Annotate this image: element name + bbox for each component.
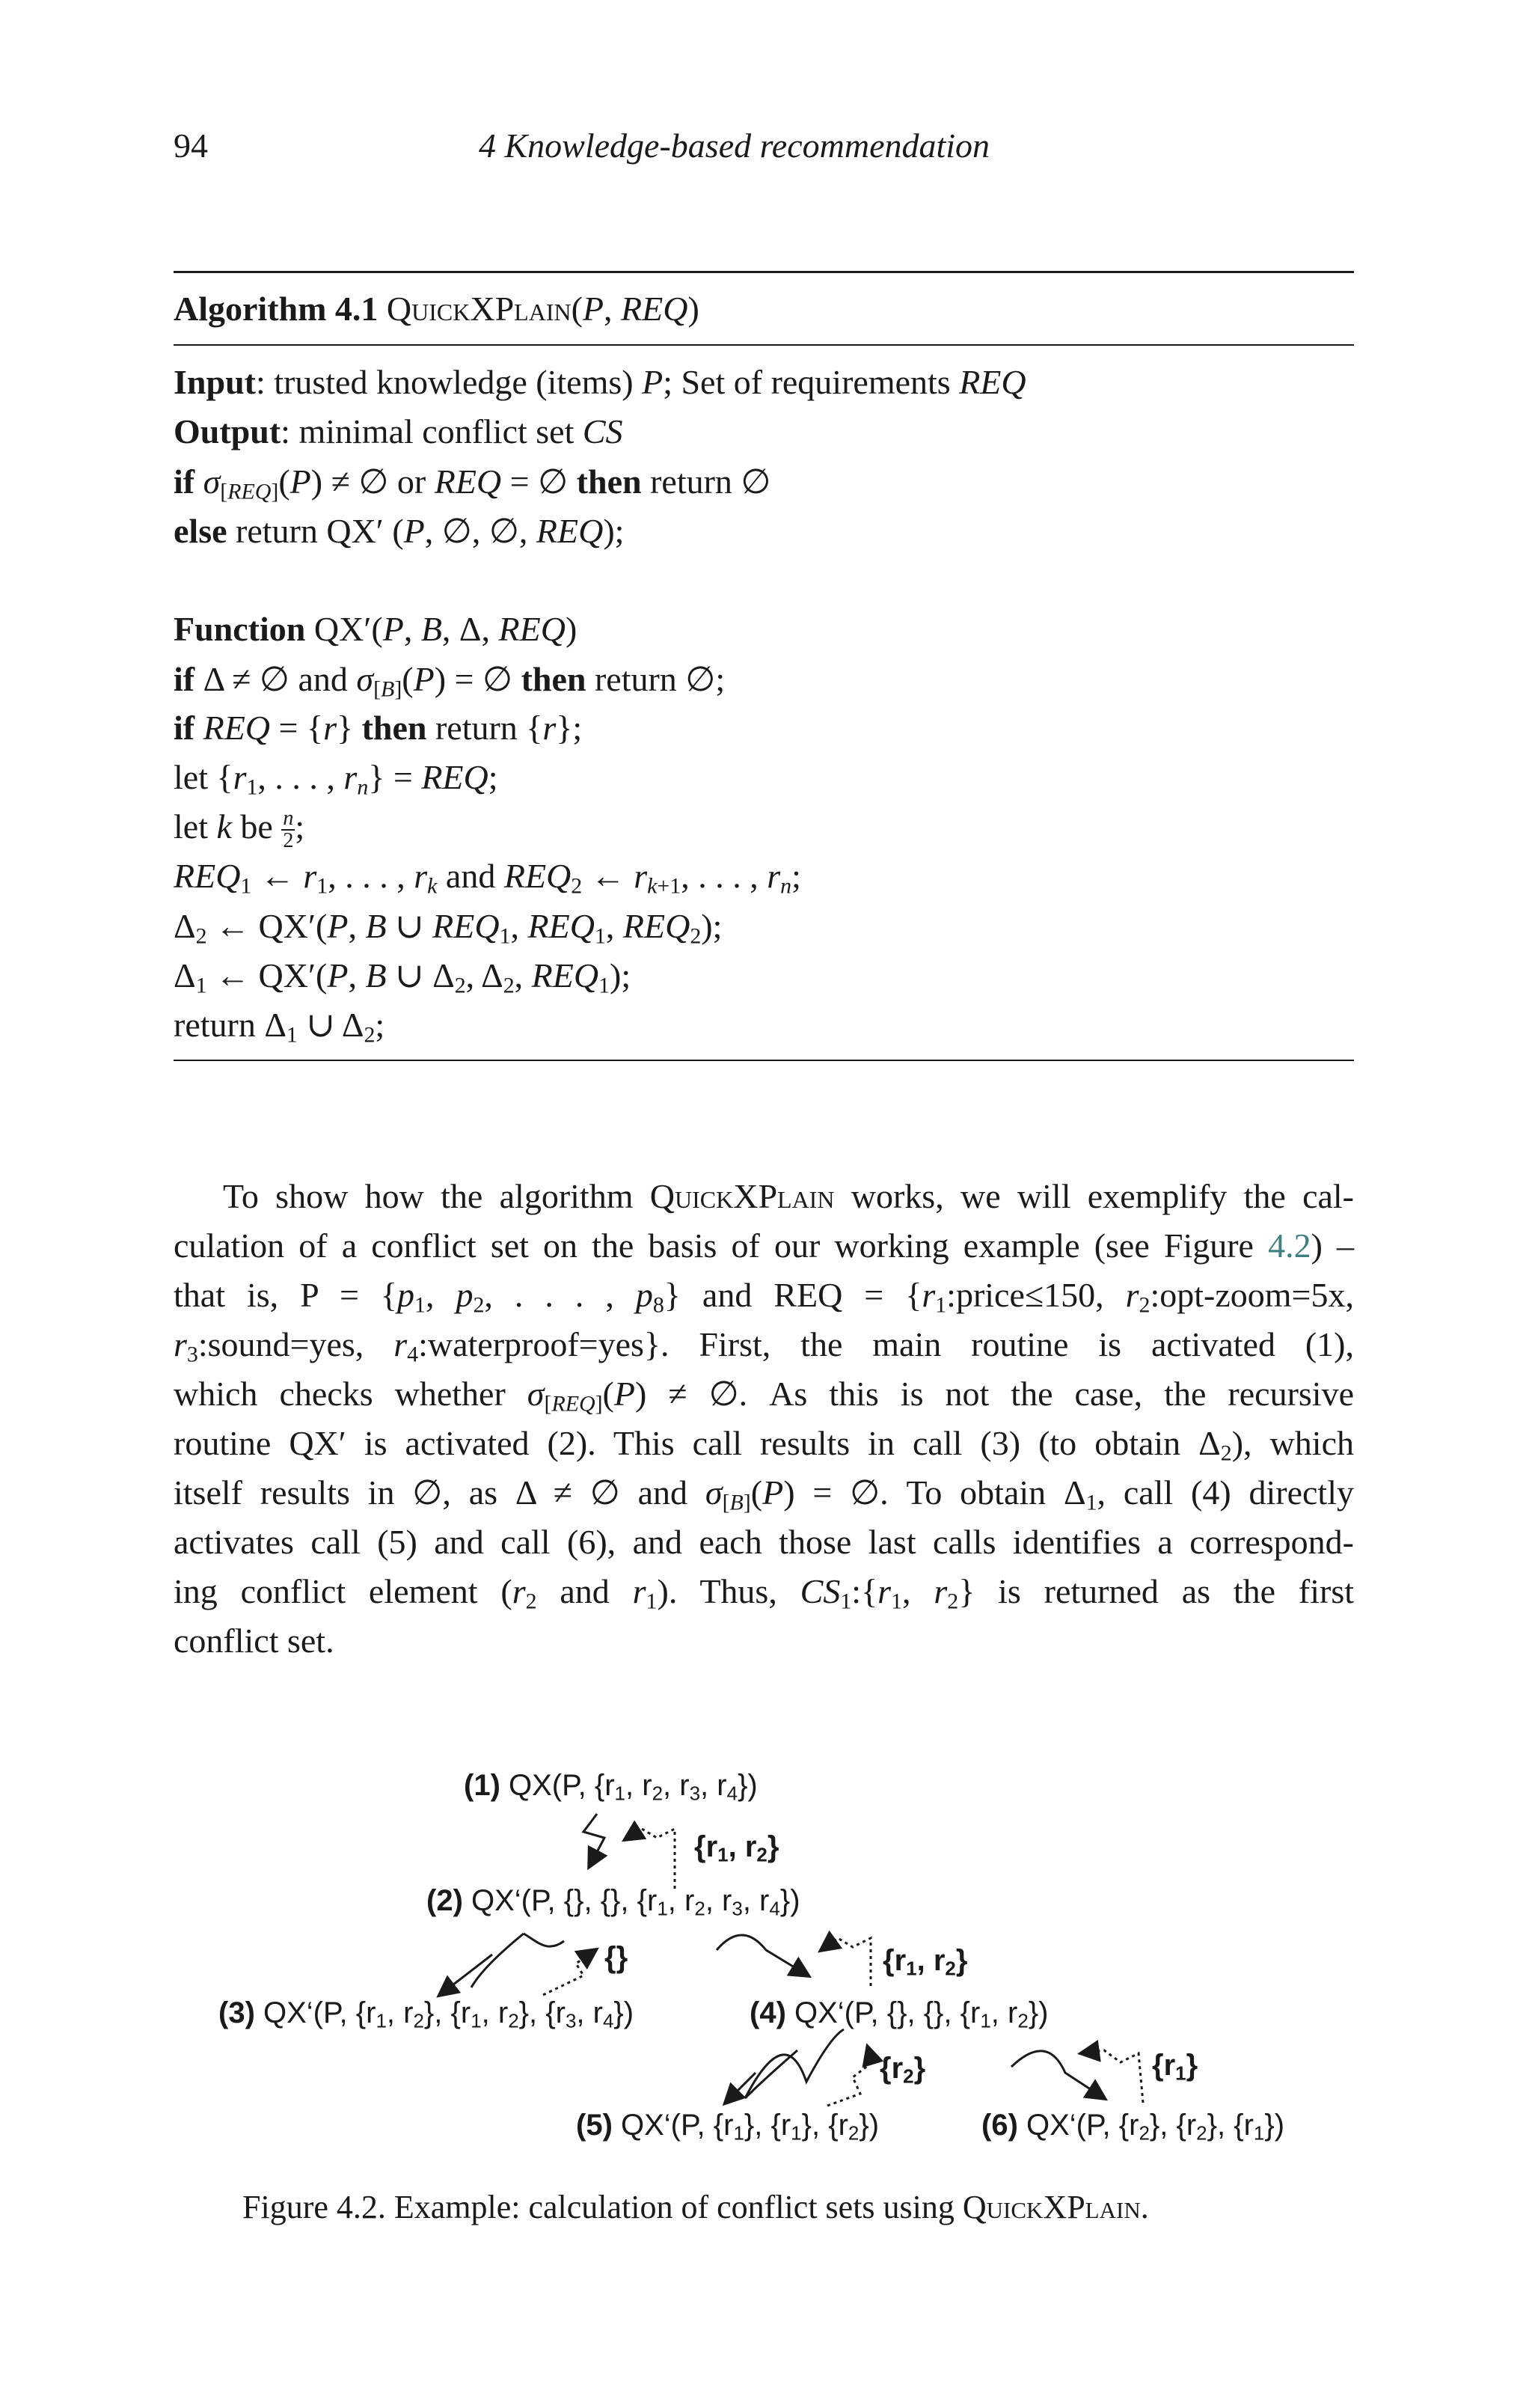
page-number: 94	[174, 126, 208, 165]
return-label-2: {$r_1$, $r_2$}	[883, 1944, 968, 1980]
paragraph-line: conflict set.	[174, 1622, 334, 1660]
return-label-r1: $\{r_1\}$	[1152, 2049, 1198, 2085]
function-line-4: let k be $\frac{n}{2}$;	[174, 807, 305, 853]
call-node-4: (4) QX‘(P, {}, {}, {$r_1$, $r_2$})	[750, 1996, 1049, 2032]
function-signature-line: Function QX′(P, B, Δ, REQ)	[174, 610, 577, 648]
algorithm-title: Algorithm 4.1 QuickXPlain(P, REQ)	[174, 290, 699, 328]
function-line-1: if Δ ≠ ∅ and $\sigma_{[B]}(P)$ = ∅ then return ∅;	[174, 660, 726, 702]
call-node-3: (3) QX‘(P, {$r_1$, $r_2$}, {$r_1$, $r_2$}, {$r_3$, $r_4$})	[218, 1996, 634, 2032]
algorithm-if-line: if $\sigma_{[REQ]}(P)$ ≠ ∅ or REQ = ∅ then return ∅	[174, 462, 771, 504]
algorithm-output-line: Output: minimal conflict set CS	[174, 412, 623, 450]
function-line-8: return $\Delta_1$ ∪ $\Delta_2$;	[174, 1006, 385, 1048]
paragraph-line: ing conflict element ($r_2$ and $r_1$). Thus, $CS_1:\{r_1$, $r_2$} is returned as the first	[174, 1572, 1355, 1614]
call-node-1: (1) QX(P, {$r_1$, $r_2$, $r_3$, $r_4$})	[464, 1769, 758, 1805]
paragraph-line: that is, $P = \{p_1$, $p_2$, . . . , $p_8$} and REQ = {$r_1:price\le 150$, $r_2:opt-zoom=5x$,	[174, 1276, 1355, 1318]
paragraph-line: $r_3:sound=yes$, $r_4:waterproof=yes$}. First, the main routine is activated (1),	[174, 1325, 1354, 1367]
return-label-1: {$r_1$, $r_2$}	[694, 1830, 779, 1866]
function-line-5: $REQ_1$ ← $r_1$, . . . , $r_k$ and $REQ_2$ ← $r_{k+1}$, . . . , $r_n$;	[174, 857, 801, 899]
paragraph-line: routine QX′ is activated (2). This call results in call (3) (to obtain $\Delta_2$), which	[174, 1424, 1354, 1466]
figure-link[interactable]: 4.2	[1268, 1226, 1311, 1265]
call-node-2: (2) QX‘(P, {}, {}, {$r_1$, $r_2$, $r_3$, $r_4$})	[426, 1884, 800, 1920]
call-node-5: (5) QX‘(P, $\{r_1\}$, $\{r_1\}$, $\{r_2\}$)	[576, 2109, 880, 2145]
paragraph-line: which checks whether $\sigma_{[REQ]}(P)$ ≠ ∅. As this is not the case, the recursive	[174, 1375, 1354, 1417]
function-line-3: let {$r_1$, . . . , $r_n$} = REQ;	[174, 758, 498, 800]
return-label-r2: $\{r_2\}$	[880, 2052, 926, 2088]
call-node-6: (6) QX‘(P, $\{r_2\}$, $\{r_2\}$, $\{r_1\}$)	[981, 2109, 1285, 2145]
figure-caption: Figure 4.2. Example: calculation of conflict sets using QuickXPlain.	[242, 2189, 1149, 2225]
running-title: 4 Knowledge-based recommendation	[479, 126, 990, 165]
paragraph-line: culation of a conflict set on the basis of our working example (see Figure 4.2) –	[174, 1226, 1354, 1265]
return-label-empty: {}	[604, 1941, 628, 1974]
algorithm-input-line: Input: trusted knowledge (items) P; Set of requirements REQ	[174, 363, 1026, 401]
paragraph-line: To show how the algorithm QuickXPlain works, we will exemplify the cal-	[223, 1177, 1355, 1215]
paragraph-line: activates call (5) and call (6), and each those last calls identifies a correspond-	[174, 1523, 1354, 1561]
function-line-7: $\Delta_1$ ← QX′(P, B ∪ $\Delta_2$, $\Delta_2$, $REQ_1$);	[174, 956, 631, 998]
function-line-6: $\Delta_2$ ← QX′(P, B ∪ $REQ_1$, $REQ_1$, $REQ_2$);	[174, 907, 723, 949]
paragraph-line: itself results in ∅, as Δ ≠ ∅ and $\sigma_{[B]}(P)$ = ∅. To obtain $\Delta_1$, call (4) directly	[174, 1473, 1354, 1515]
algorithm-else-line: else return QX′ (P, ∅, ∅, REQ);	[174, 512, 625, 550]
function-line-2: if REQ = {r} then return {r};	[174, 709, 583, 747]
